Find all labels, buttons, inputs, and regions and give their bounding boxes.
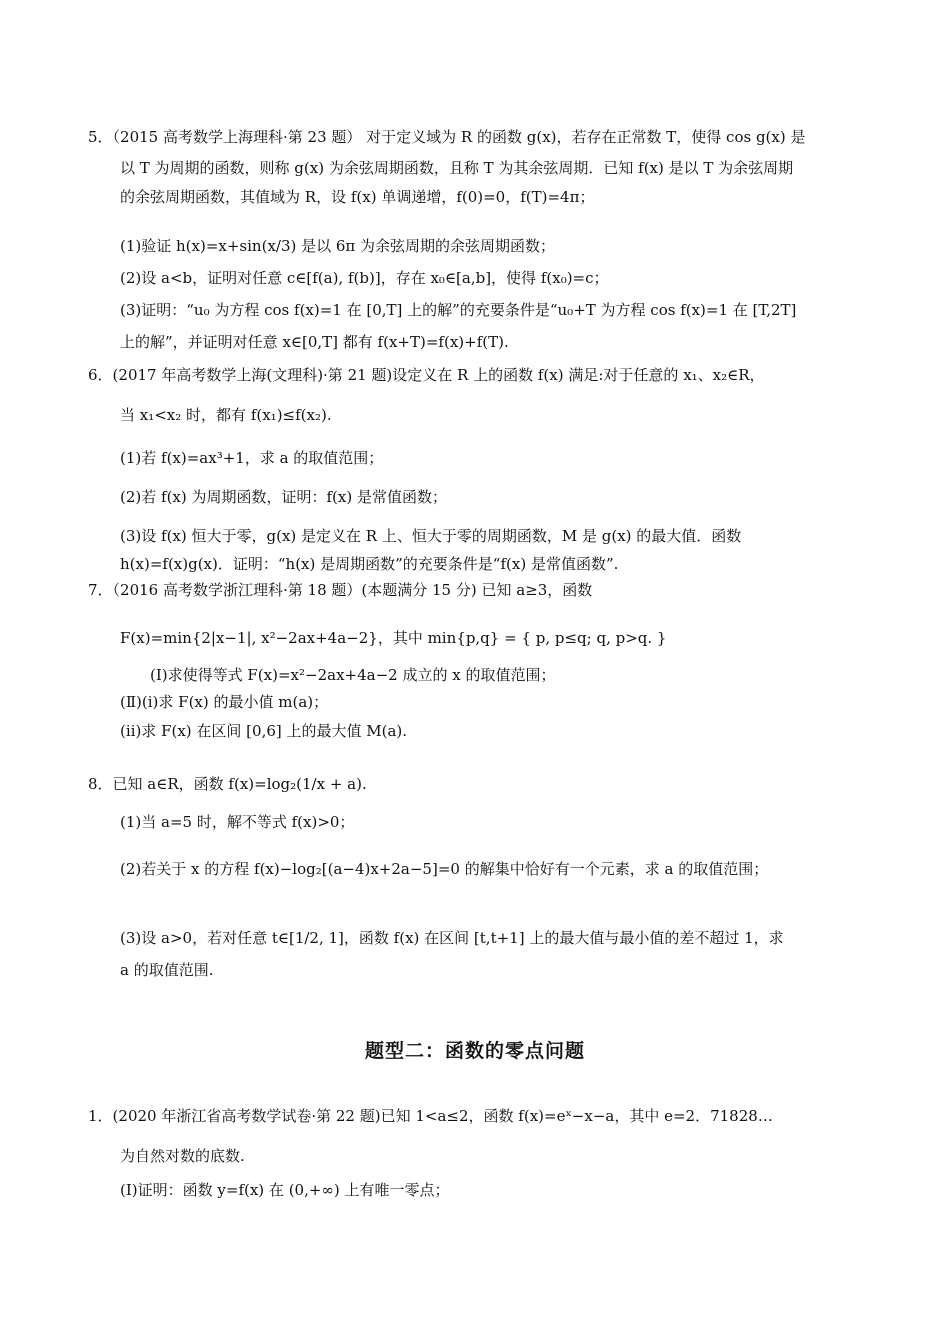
problem-7-line-1: 7．（2016 高考数学浙江理科·第 18 题）(本题满分 15 分) 已知 a≥3，函数 [88,581,593,599]
problem-5-line-3: 的余弦周期函数，其值域为 R，设 f(x) 单调递增，f(0)=0，f(T)=4π； [120,188,595,206]
problem-6-part-1: (1)若 f(x)=ax³+1，求 a 的取值范围； [120,449,384,467]
problem-5-part-3: (3)证明：“u₀ 为方程 cos f(x)=1 在 [0,T] 上的解”的充要条件是“u₀+T 为方程 cos f(x)=1 在 [T,2T] [120,301,797,319]
problem-7-line-2: F(x)=min{2|x−1|, x²−2ax+4a−2}，其中 min{p,q} = { p, p≤q; q, p>q. } [120,629,667,647]
problem-7-part-2-ii: (ⅱ)求 F(x) 在区间 [0,6] 上的最大值 M(a). [120,722,408,740]
problem-5-part-2: (2)设 a<b，证明对任意 c∈[f(a), f(b)]，存在 x₀∈[a,b]，使得 f(x₀)=c； [120,269,609,287]
problem-6-part-2: (2)若 f(x) 为周期函数，证明：f(x) 是常值函数； [120,488,447,506]
problem-6-part-3: (3)设 f(x) 恒大于零，g(x) 是定义在 R 上、恒大于零的周期函数，M 是 g(x) 的最大值．函数 [120,527,742,545]
problem-5-part-3-cont: 上的解”，并证明对任意 x∈[0,T] 都有 f(x+T)=f(x)+f(T). [120,333,509,351]
problem-8-part-3: (3)设 a>0，若对任意 t∈[1/2, 1]，函数 f(x) 在区间 [t,t+1] 上的最大值与最小值的差不超过 1，求 [120,929,784,947]
problem-8-line-1: 8．已知 a∈R，函数 f(x)=log₂(1/x + a). [88,775,367,793]
section-problem-1-part-1: (Ⅰ)证明：函数 y=f(x) 在 (0,+∞) 上有唯一零点； [120,1181,450,1199]
section-problem-1-line-2: 为自然对数的底数. [120,1147,245,1165]
problem-6-part-3-cont: h(x)=f(x)g(x)．证明：“h(x) 是周期函数”的充要条件是“f(x) 是常值函数”. [120,555,619,573]
problem-8-part-3-cont: a 的取值范围. [120,961,214,979]
section-problem-1-line-1: 1．(2020 年浙江省高考数学试卷·第 22 题)已知 1<a≤2，函数 f(x)=eˣ−x−a，其中 e=2．71828… [88,1107,773,1125]
problem-7-part-1: (Ⅰ)求使得等式 F(x)=x²−2ax+4a−2 成立的 x 的取值范围； [150,666,556,684]
problem-6-line-1: 6．(2017 年高考数学上海(文理科)·第 21 题)设定义在 R 上的函数 f(x) 满足:对于任意的 x₁、x₂∈R， [88,366,765,384]
problem-6-line-2: 当 x₁<x₂ 时，都有 f(x₁)≤f(x₂). [120,406,332,424]
problem-7-part-2-i: (Ⅱ)(ⅰ)求 F(x) 的最小值 m(a)； [120,693,329,711]
problem-8-part-2: (2)若关于 x 的方程 f(x)−log₂[(a−4)x+2a−5]=0 的解集中恰好有一个元素，求 a 的取值范围； [120,860,769,878]
section-title: 题型二：函数的零点问题 [364,1040,585,1062]
problem-5-part-1: (1)验证 h(x)=x+sin(x/3) 是以 6π 为余弦周期的余弦周期函数； [120,237,556,255]
problem-8-part-1: (1)当 a=5 时，解不等式 f(x)>0； [120,813,355,831]
problem-5-line-1: 5．（2015 高考数学上海理科·第 23 题） 对于定义域为 R 的函数 g(x)，若存在正常数 T，使得 cos g(x) 是 [88,128,806,146]
problem-5-line-2: 以 T 为周期的函数，则称 g(x) 为余弦周期函数，且称 T 为其余弦周期．已知 f(x) 是以 T 为余弦周期 [120,159,794,177]
